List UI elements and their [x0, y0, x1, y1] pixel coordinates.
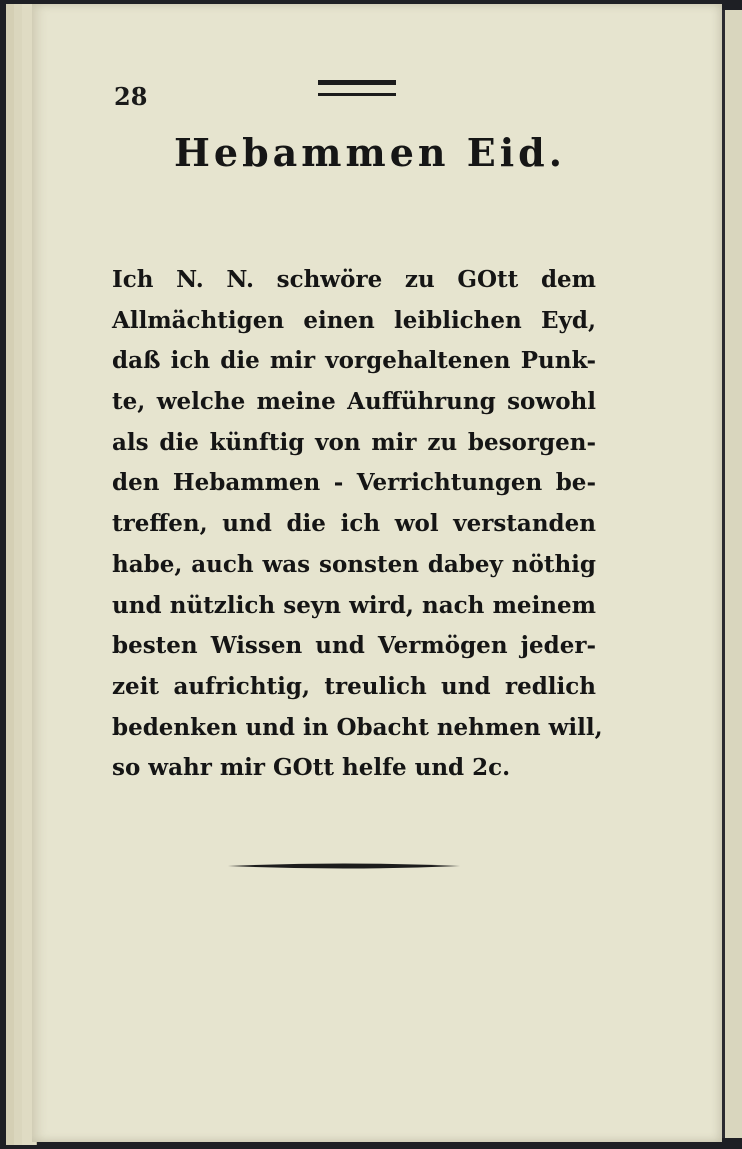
- text-line: treffen, und die ich wol verstanden: [112, 510, 596, 538]
- text-line: so wahr mir GOtt helfe und 2c.: [112, 754, 511, 782]
- text-line: besten Wissen und Vermögen jeder-: [112, 632, 596, 660]
- text-line: bedenken und in Obacht nehmen will,: [112, 713, 603, 741]
- text-line: als die künftig von mir zu besorgen-: [112, 428, 596, 456]
- text-line: den Hebammen - Verrichtungen be-: [112, 469, 596, 497]
- text-line: habe, auch was sonsten dabey nöthig: [112, 550, 596, 578]
- text-line: Allmächtigen einen leiblichen Eyd,: [112, 306, 596, 334]
- text-line: zeit aufrichtig, treulich und redlich: [112, 672, 596, 700]
- text-line: und nützlich seyn wird, nach meinem: [112, 591, 596, 619]
- text-line: te, welche meine Aufführung sowohl: [112, 388, 596, 416]
- binding-edge: [722, 10, 742, 1138]
- text-line: Ich N. N. schwöre zu GOtt dem: [112, 266, 596, 293]
- oath-text: [112, 260, 603, 789]
- page-title: Hebammen Eid.: [174, 130, 566, 175]
- page-number: 28: [114, 82, 148, 111]
- rule-thick: [318, 80, 396, 85]
- top-ornament-rule: [318, 80, 396, 96]
- text-line: daß ich die mir vorgehaltenen Punk-: [112, 347, 596, 375]
- rule-thin: [318, 93, 396, 96]
- bottom-ornament-rule: [228, 862, 460, 870]
